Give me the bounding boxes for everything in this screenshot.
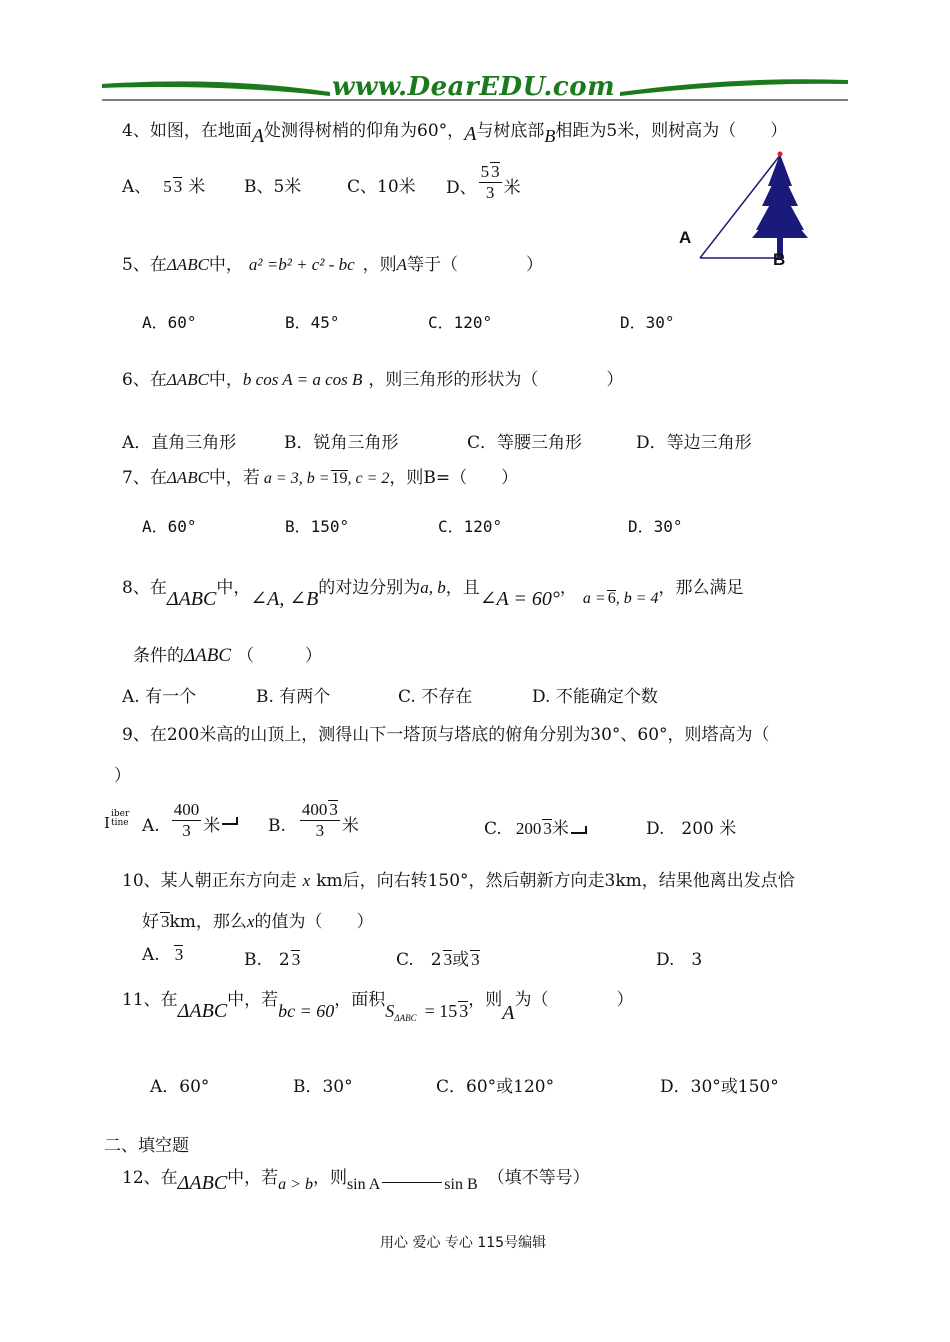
q4-var-a2: A xyxy=(464,123,477,145)
q4-option-d[interactable]: D、 $\frac{5 3}{3}$ 米 xyxy=(446,162,521,202)
q10-option-c[interactable]: C. 2 3或 3 xyxy=(396,950,480,970)
question-9-end: ） xyxy=(114,766,131,786)
q9-option-d[interactable]: D. 200 米 xyxy=(646,819,737,839)
question-8-line2: 条件的ΔABC （ ） xyxy=(133,645,323,666)
q5-option-b[interactable]: B．45° xyxy=(285,313,340,332)
q11-option-d[interactable]: D．30°或150° xyxy=(660,1077,779,1097)
q4-option-b[interactable]: B、5米 xyxy=(244,177,302,197)
q4-option-a[interactable]: A、 5 3 米 xyxy=(122,177,206,197)
q10-option-a[interactable]: A. 3 xyxy=(142,945,184,965)
q6-option-d[interactable]: D．等边三角形 xyxy=(636,433,752,453)
figure-label-b: B xyxy=(773,250,786,269)
q9-option-b[interactable]: B. $\frac{400 3}{3}$ 米 xyxy=(268,800,359,840)
q11-option-a[interactable]: A．60° xyxy=(150,1077,210,1097)
q11-option-c[interactable]: C．60°或120° xyxy=(436,1077,555,1097)
q4-var-a: A xyxy=(251,125,265,147)
q12-answer-blank[interactable] xyxy=(382,1170,442,1183)
q5-triangle: ΔABC xyxy=(166,255,209,274)
site-name[interactable]: www.DearEDU.com xyxy=(332,72,616,102)
q10-option-b[interactable]: B. 2 3 xyxy=(244,950,301,970)
question-12: 12、在ΔABC中，若a > b，则sin A sin B （填不等号） xyxy=(122,1168,590,1194)
q6-equation: b cos A = a cos B xyxy=(242,370,363,389)
figure-label-a: A xyxy=(679,228,692,247)
tree-figure xyxy=(670,146,820,270)
q8-option-b[interactable]: B. 有两个 xyxy=(256,687,331,707)
header-banner xyxy=(100,70,850,104)
page-footer: 用心 爱心 专心 115号编辑 xyxy=(380,1235,547,1251)
q4-stem-b: 处测得树梢的仰角为60°， xyxy=(264,121,465,141)
q4-stem-c: 与树底部 xyxy=(476,121,545,141)
q10-option-d[interactable]: D. 3 xyxy=(656,950,703,970)
q7-option-b[interactable]: B．150° xyxy=(285,517,350,536)
q4-option-c[interactable]: C、10米 xyxy=(347,177,416,197)
question-7: 7、在ΔABC中，若 a = 3, b = 19, c = 2，则B=（ ） xyxy=(122,468,519,488)
q8-option-c[interactable]: C. 不存在 xyxy=(398,687,473,707)
q4-var-b: B xyxy=(544,126,556,146)
tree-icon xyxy=(752,154,808,258)
section-heading: 二、填空题 xyxy=(104,1136,189,1156)
q9-option-c[interactable]: C. 200 3米 xyxy=(484,814,587,839)
q9-options xyxy=(142,800,842,850)
q9-margin-mark: I iber tine xyxy=(104,809,130,832)
q7-option-a[interactable]: A．60° xyxy=(142,517,197,536)
question-5: 5、在ΔABC中， a² =b² + c² - bc ，则A等于（ ） xyxy=(122,255,544,275)
q11-option-b[interactable]: B．30° xyxy=(293,1077,353,1097)
q6-option-c[interactable]: C．等腰三角形 xyxy=(467,433,583,453)
q8-option-d[interactable]: D. 不能确定个数 xyxy=(532,687,658,707)
q6-option-a[interactable]: A．直角三角形 xyxy=(122,433,237,453)
q7-option-d[interactable]: D．30° xyxy=(628,517,683,536)
tree-apex-point xyxy=(778,152,783,157)
q4-stem-d: 相距为5米，则树高为（ ） xyxy=(555,121,788,141)
q5-equation: a² =b² + c² - bc xyxy=(248,255,355,274)
q7-option-c[interactable]: C．120° xyxy=(438,517,503,536)
q6-option-b[interactable]: B．锐角三角形 xyxy=(284,433,399,453)
question-4 xyxy=(122,116,788,147)
q4-stem: 4、如图，在地面 xyxy=(122,121,252,141)
question-10-line2: 好 3km，那么x的值为（ ） xyxy=(142,912,374,932)
question-8: 8、在ΔABC中，∠A, ∠B的对边分别为a, b，且∠A = 60°，a = 6, b = 4，那么满足 xyxy=(122,578,744,610)
q5-option-d[interactable]: D．30° xyxy=(620,313,675,332)
question-6: 6、在ΔABC中，b cos A = a cos B ，则三角形的形状为（ ） xyxy=(122,370,624,390)
question-10: 10、某人朝正东方向走 x km后，向右转150°，然后朝新方向走3km，结果他离出发点恰 xyxy=(122,871,795,891)
question-9: 9、在200米高的山顶上，测得山下一塔顶与塔底的俯角分别为30°、60°，则塔高为（ xyxy=(122,725,770,745)
q9-option-a[interactable]: A. $\frac{400}{3}$ 米 xyxy=(142,800,238,840)
q5-option-c[interactable]: C．120° xyxy=(428,313,493,332)
q8-option-a[interactable]: A. 有一个 xyxy=(122,687,197,707)
question-11: 11、在ΔABC中，若bc = 60，面积$S_{\Delta ABC} = 15$ 3，则A为（ ） xyxy=(122,990,634,1024)
q5-option-a[interactable]: A．60° xyxy=(142,313,197,332)
